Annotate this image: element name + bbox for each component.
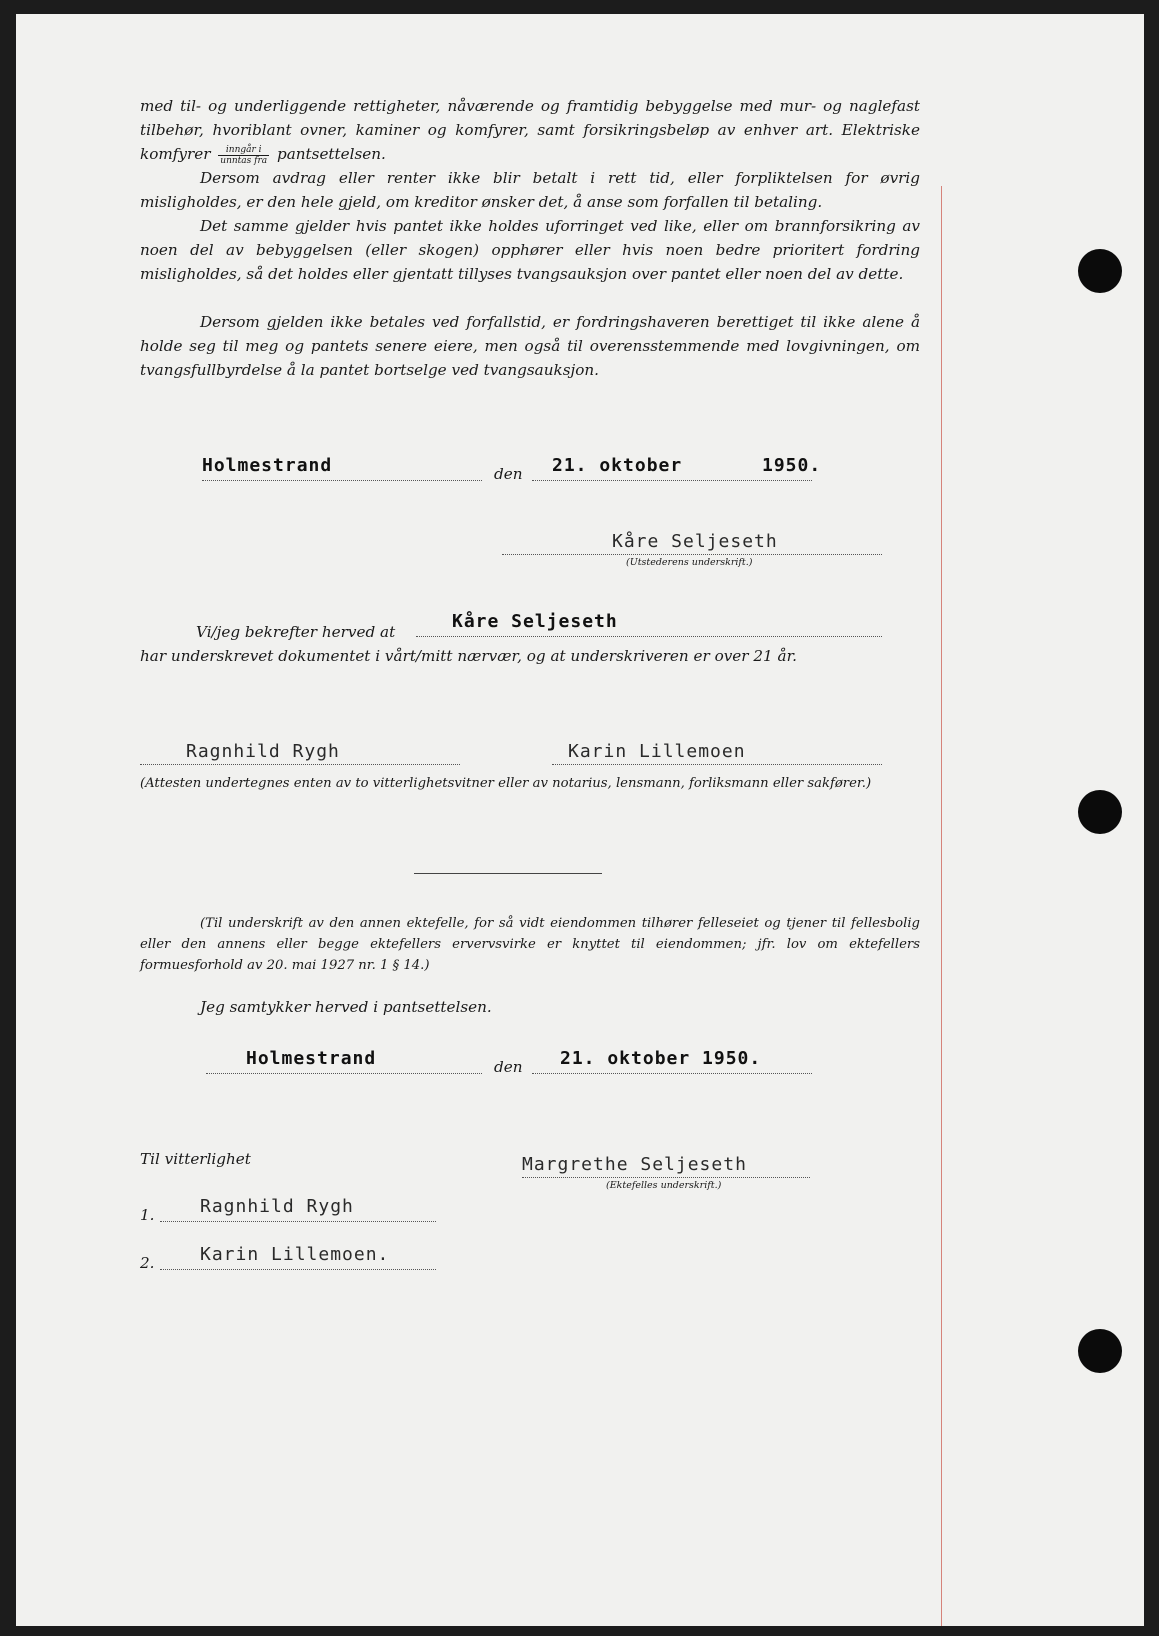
- fraction-bottom: unntas fra: [220, 155, 268, 166]
- attestation-witness1-field: [140, 764, 460, 765]
- red-margin-line: [941, 186, 942, 1626]
- spouse-note: (Til underskrift av den annen ektefelle, for så vidt eiendommen tilhører felleseiet og tjener til fellesbolig eller den annens eller begge ektefellers ervervsvirke er knyttet til eiendommen; jfr. lov om ektefellers formuesforhold av 20. mai 1927 nr. 1 § 14.): [140, 916, 920, 973]
- issuer-den-label: den: [494, 465, 523, 483]
- witness-1-name: Ragnhild Rygh: [200, 1196, 354, 1217]
- attestation-witness2: Karin Lillemoen: [568, 741, 746, 762]
- punch-hole-top: [1078, 249, 1122, 293]
- spouse-signature-caption: (Ektefelles underskrift.): [606, 1180, 722, 1191]
- issuer-signature-caption: (Utstederens underskrift.): [626, 557, 753, 568]
- attestation-name-field: [416, 636, 882, 637]
- spouse-signature: Margrethe Seljeseth: [522, 1154, 747, 1175]
- fraction-top: inngår i: [218, 145, 269, 156]
- paragraph-pledge-scope-text: med til- og underliggende rettigheter, nåværende og framtidig bebyggelse med mur- og naglefast tilbehør, hvoriblant ovner, kaminer og komfyrer, samt forsikringsbeløp av enhver art. Elektriske komfyrer: [140, 97, 920, 163]
- paragraph-pledge-scope-end: pantsettelsen.: [276, 145, 386, 163]
- til-vitterlighet-label: Til vitterlighet: [140, 1150, 251, 1168]
- stove-fraction: [218, 145, 269, 166]
- attestation-note: (Attesten undertegnes enten av to vitterlighetsvitner eller av notarius, lensmann, forliksmann eller sakfører.): [140, 776, 872, 791]
- attestation-line1-label: Vi/jeg bekrefter herved at: [196, 623, 396, 641]
- issuer-place-field: [202, 480, 482, 481]
- section-divider: [414, 873, 602, 874]
- spouse-date-field: [532, 1073, 812, 1074]
- paragraph-enforcement: Dersom gjelden ikke betales ved forfallstid, er fordringshaveren berettiget til ikke alene å holde seg til meg og pantets senere eiere, men også til overensstemmende med lovgivningen, om tvangsfullbyrdelse å la pantet bortselge ved tvangsauksjon.: [140, 313, 920, 379]
- issuer-year: 1950.: [762, 455, 822, 476]
- spouse-den-label: den: [494, 1058, 523, 1076]
- witness-2-number: 2.: [140, 1254, 155, 1272]
- spouse-place: Holmestrand: [246, 1048, 377, 1069]
- punch-hole-middle: [1078, 790, 1122, 834]
- attestation-line2: har underskrevet dokumentet i vårt/mitt nærvær, og at underskriveren er over 21 år.: [140, 647, 798, 665]
- witness-1-number: 1.: [140, 1206, 155, 1224]
- spouse-consent: Jeg samtykker herved i pantsettelsen.: [200, 998, 492, 1016]
- witness-1-field: [160, 1221, 436, 1222]
- attestation-witness2-field: [552, 764, 882, 765]
- witness-2-name: Karin Lillemoen.: [200, 1244, 390, 1265]
- spouse-signature-field: [522, 1177, 810, 1178]
- issuer-date-field: [532, 480, 812, 481]
- issuer-signature: Kåre Seljeseth: [612, 531, 778, 552]
- issuer-date: 21. oktober: [552, 455, 683, 476]
- attestation-name: Kåre Seljeseth: [452, 611, 618, 632]
- paragraph-maintenance: Det samme gjelder hvis pantet ikke holdes uforringet ved like, eller om brannforsikring av noen del av bebyggelsen (eller skogen) opphører eller hvis noen bedre prioritert fordring misligholdes, så det holdes eller gjentatt tillyses tvangsauksjon over pantet eller noen del av dette.: [140, 217, 920, 283]
- issuer-signature-field: [502, 554, 882, 555]
- witness-2-field: [160, 1269, 436, 1270]
- paragraph-default: Dersom avdrag eller renter ikke blir betalt i rett tid, eller forpliktelsen for øvrig misligholdes, er den hele gjeld, om kreditor ønsker det, å anse som forfallen til betaling.: [140, 169, 920, 211]
- spouse-date: 21. oktober 1950.: [560, 1048, 762, 1069]
- spouse-place-field: [206, 1073, 482, 1074]
- paragraph-pledge-scope: [140, 94, 920, 166]
- punch-hole-bottom: [1078, 1329, 1122, 1373]
- attestation-witness1: Ragnhild Rygh: [186, 741, 340, 762]
- issuer-place: Holmestrand: [202, 455, 333, 476]
- document-page: [16, 14, 1144, 1626]
